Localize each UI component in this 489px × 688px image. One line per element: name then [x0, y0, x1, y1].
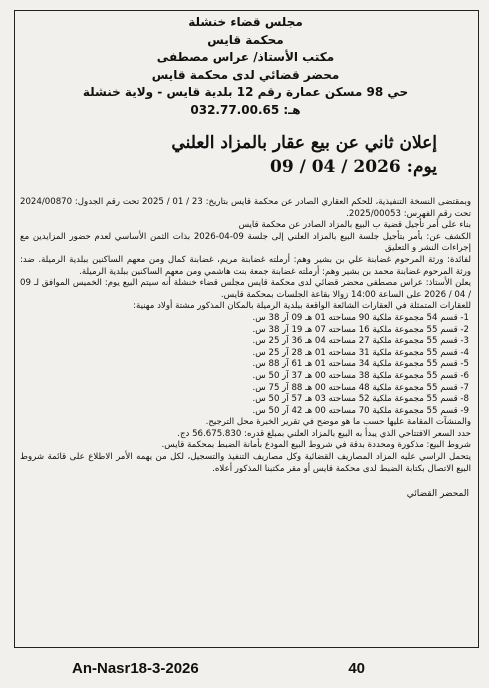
notice-body — [18, 197, 473, 475]
court-name: محكمة قايس — [207, 32, 284, 47]
page-footer — [14, 653, 479, 683]
office-name: مكتب الأستاذ/ عراس مصطفى — [156, 50, 335, 64]
signature: المحضر القضائي — [406, 489, 469, 500]
page-number: 40 — [348, 659, 365, 677]
date-prefix: يوم: — [406, 157, 437, 177]
auction-notice — [18, 14, 473, 644]
property-item: 6- قسم 55 مجموعة ملكية 38 مساحته 00 هـ 37 آر 50 س. — [252, 370, 469, 381]
property-item: 9- قسم 55 مجموعة ملكية 70 مساحته 00 هـ 42 آر 50 س. — [252, 405, 469, 416]
paragraph-sale-conditions: شروط البيع: مذكورة ومحددة بدقة في شروط البيع المودع بأمانة الضبط بمحكمة قايس. — [161, 440, 471, 451]
newspaper-source: An-Nasr18-3-2026 — [72, 659, 199, 677]
notice-title: إعلان ثاني عن بيع عقار بالمزاد العلني — [171, 133, 437, 153]
property-item: 3- قسم 55 مجموعة ملكية 27 مساحته 04 هـ 36 آر 25 س. — [252, 336, 469, 347]
paragraph-opening-price: حدد السعر الافتتاحي الذي يبدأ به البيع بالمزاد العلني بمبلغ قدره: 56.675.830 دج. — [177, 428, 471, 439]
office-address: حي 98 مسكن عمارة رقم 12 بلدية قايس - ولاية خنشلة — [82, 85, 409, 99]
paragraph-disclosure: الكشف عن: بأمر بتأجيل جلسة البيع بالمزاد العلني إلى جلسة 09-04-2026 بذات الثمن الأساسي لعدم حضور المزايدين مع إجراءات النشر و التعليق — [20, 231, 471, 254]
property-item: 8- قسم 55 مجموعة ملكية 52 مساحته 03 هـ 57 آر 50 س. — [252, 394, 469, 405]
date-value: 09 / 04 / 2026 — [270, 157, 401, 177]
paragraph-structures: والمنشآت المقامة عليها حسب ما هو موضح في تقرير الخبرة محل الترجيح. — [205, 417, 471, 428]
property-item: 4- قسم 55 مجموعة ملكية 31 مساحته 01 هـ 28 آر 25 س. — [252, 347, 469, 358]
paragraph-postponement: بناء على أمر تأجيل قضية ب البيع بالمزاد الصادر عن محكمة قايس — [238, 220, 471, 231]
property-item: 2- قسم 55 مجموعة ملكية 16 مساحته 07 هـ 19 آر 38 س. — [252, 324, 469, 335]
paragraph-judgment: وبمقتضى النسخة التنفيذية، للحكم العقاري الصادر عن محكمة قايس بتاريخ: 23 / 01 / 2025 تحت رقم الجدول: 2024/00870 تحت رقم الفهرس: 2025/00053. — [20, 197, 472, 219]
property-item: 7- قسم 55 مجموعة ملكية 48 مساحته 00 هـ 88 آر 75 س. — [252, 382, 469, 393]
paragraph-sale-announcement: يعلن الأستاذ: عراس مصطفى محضر قضائي لدى محكمة قايس مجلس قضاء خنشلة أنه سيتم البيع يوم: الخميس الموافق لـ 09 / 04 / 2026 على الساعة 14:00 زوالا بقاعة الجلسات بمحكمة قايس. — [20, 278, 471, 300]
paragraph-fees: يتحمل الراسي عليه المزاد المصاريف القضائية وكل مصاريف التنفيذ والتسجيل، لكل من يهمه الأمر الاطلاع على قائمة شروط البيع الاتصال بكتابة الضبط لدى محكمة قايس أو مقر مكتبنا المذكور أعلاه. — [20, 452, 471, 474]
council-name: مجلس قضاء خنشلة — [188, 15, 303, 29]
paragraph-properties-intro: للعقارات المتمثلة في العقارات الشائعة الواقعة ببلدية الرميلة بالمكان المذكور مشتة أولاد مهنية: — [133, 301, 471, 312]
paragraph-parties: لفائدة: ورثة المرحوم غضابنة علي بن بشير وهم: أرملته غضابنة مريم، غضابنة كمال ومن معهم الساكنين ببلدية الرميلة. ضد: ورثة المرحوم غضابنة محمد بن بشير وهم: أرملته غضابنة جمعة بنت هاشمي ومن معهم الساكنين ببلدية الرميلة. — [20, 254, 471, 277]
property-item: 1- قسم 54 مجموعة ملكية 90 مساحته 01 هـ 09 آر 38 س. — [252, 312, 469, 323]
auction-date — [18, 155, 473, 179]
bailiff-role: محضر قضائي لدى محكمة قايس — [151, 67, 340, 82]
property-item: 5- قسم 55 مجموعة ملكية 34 مساحته 01 هـ 61 آر 88 س. — [252, 359, 469, 370]
office-phone: هـ: 032.77.00.65 — [190, 102, 301, 117]
